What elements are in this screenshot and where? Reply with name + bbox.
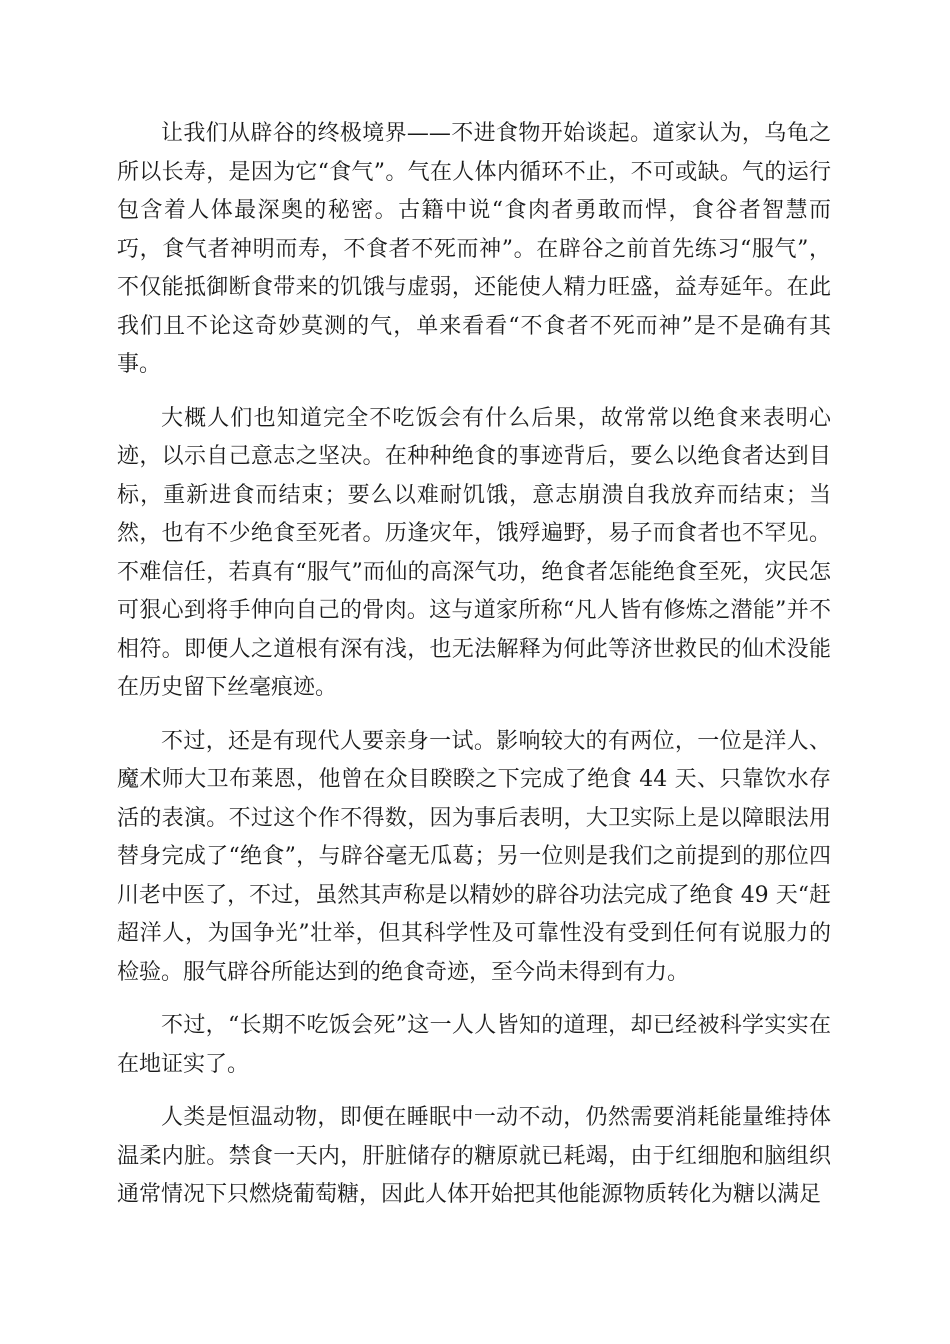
document-body	[117, 115, 831, 1230]
paragraph-2: 大概人们也知道完全不吃饭会有什么后果，故常常以绝食来表明心迹，以示自己意志之坚决。在种种绝食的事迹背后，要么以绝食者达到目标，重新进食而结束；要么以难耐饥饿，意志崩溃自我放弃而结束；当然，也有不少绝食至死者。历逢灾年，饿殍遍野，易子而食者也不罕见。不难信任，若真有“服气”而仙的高深气功，绝食者怎能绝食至死，灾民怎可狠心到将手伸向自己的骨肉。这与道家所称“凡人皆有修炼之潜能”并不相符。即便人之道根有深有浅，也无法解释为何此等济世救民的仙术没能在历史留下丝毫痕迹。	[117, 405, 831, 700]
paragraph-1: 让我们从辟谷的终极境界——不进食物开始谈起。道家认为，乌龟之所以长寿，是因为它“食气”。气在人体内循环不止，不可或缺。气的运行包含着人体最深奥的秘密。古籍中说“食肉者勇敢而悍，食谷者智慧而巧，食气者神明而寿，不食者不死而神”。在辟谷之前首先练习“服气”，不仅能抵御断食带来的饥饿与虚弱，还能使人精力旺盛，益寿延年。在此我们且不论这奇妙莫测的气，单来看看“不食者不死而神”是不是确有其事。	[117, 121, 831, 377]
paragraph-5: 人类是恒温动物，即便在睡眠中一动不动，仍然需要消耗能量维持体温柔内脏。禁食一天内，肝脏储存的糖原就已耗竭，由于红细胞和脑组织通常情况下只燃烧葡萄糖，因此人体开始把其他能源物质转化为糖以满足	[117, 1105, 831, 1207]
paragraph-4: 不过，“长期不吃饭会死”这一人人皆知的道理，却已经被科学实实在在地证实了。	[117, 1013, 831, 1077]
paragraph-3: 不过，还是有现代人要亲身一试。影响较大的有两位，一位是洋人、魔术师大卫布莱恩，他曾在众目睽睽之下完成了绝食 44 天、只靠饮水存活的表演。不过这个作不得数，因为事后表明，大卫实际上是以障眼法用替身完成了“绝食”，与辟谷毫无瓜葛；另一位则是我们之前提到的那位四川老中医了，不过，虽然其声称是以精妙的辟谷功法完成了绝食 49 天“赶超洋人，为国争光”壮举，但其科学性及可靠性没有受到任何有说服力的检验。服气辟谷所能达到的绝食奇迹，至今尚未得到有力。	[117, 728, 831, 985]
